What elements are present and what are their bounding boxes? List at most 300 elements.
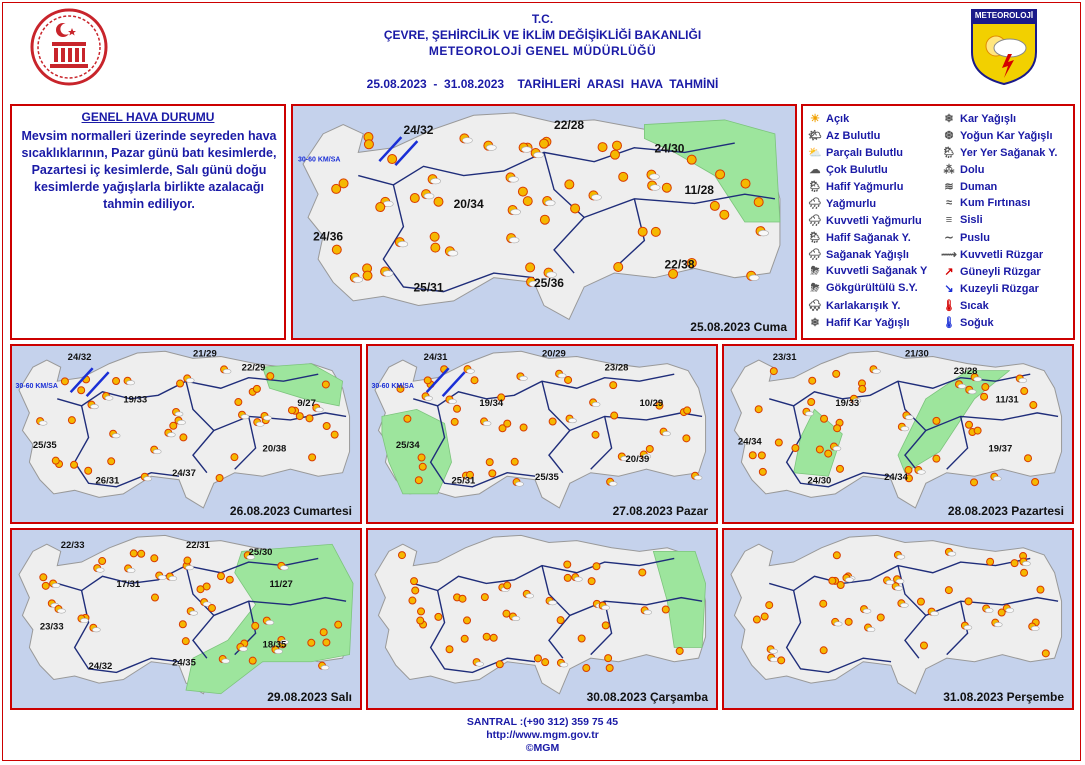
- sun-icon: [471, 377, 478, 384]
- cloudy-icon: ☁: [809, 164, 821, 176]
- sun-icon: [998, 609, 1005, 616]
- strong-wind-icon: ⟿: [941, 249, 957, 261]
- header-forecast-dates: 25.08.2023 - 31.08.2023 TARİHLERİ ARASI HAVA TAHMİNİ: [366, 77, 719, 91]
- temperature-label: 23/28: [604, 362, 629, 374]
- sun-icon: [971, 479, 978, 486]
- temperature-label: 11/31: [995, 394, 1019, 406]
- sun-icon: [388, 155, 397, 164]
- mist-icon: ∼: [944, 232, 954, 244]
- legend-item: [941, 282, 1039, 295]
- sun-icon: [593, 563, 600, 570]
- sun-cloud-icon: 🌤: [808, 130, 822, 142]
- footer-url[interactable]: [0, 729, 1085, 741]
- sun-icon: [638, 227, 647, 236]
- sun-icon: [684, 407, 691, 414]
- legend-label: Kum Fırtınası: [960, 197, 1031, 209]
- legend-label: Kuvvetli Yağmurlu: [826, 215, 922, 227]
- sun-icon: [792, 445, 799, 452]
- temperature-label: 24/34: [737, 436, 762, 448]
- sun-icon: [578, 635, 585, 642]
- map-date: 25.08.2023 Cuma: [690, 320, 787, 334]
- sun-icon: [974, 427, 981, 434]
- hail-icon: ⁂: [943, 164, 955, 176]
- legend-item: [941, 265, 1041, 278]
- south-wind-arrow-icon: ↗: [944, 266, 954, 278]
- temperature-label: 10/29: [639, 397, 664, 409]
- legend-label: Kuvvetli Sağanak Y: [826, 265, 928, 277]
- sun-icon: [418, 608, 425, 615]
- sun-icon: [646, 445, 653, 452]
- sun-icon: [1025, 455, 1032, 462]
- sun-icon: [446, 646, 453, 653]
- sun-icon: [151, 555, 158, 562]
- sun-icon: [288, 407, 295, 414]
- sun-icon: [710, 201, 719, 210]
- sun-icon: [430, 232, 439, 241]
- legend-item: [807, 231, 911, 244]
- forecast-map-day4[interactable]: [722, 344, 1074, 524]
- forecast-map-day7[interactable]: [722, 528, 1074, 710]
- sun-icon: [151, 594, 158, 601]
- temperature-label: 11/28: [684, 183, 714, 198]
- sandstorm-icon: ≈: [945, 197, 953, 209]
- sun-icon: [820, 647, 827, 654]
- sun-icon: [411, 578, 418, 585]
- temperature-label: 19/34: [479, 397, 504, 409]
- sun-icon: [331, 431, 338, 438]
- sun-icon: [226, 576, 233, 583]
- legend-item: [807, 299, 900, 312]
- legend-item: [941, 197, 1030, 209]
- sun-icon: [982, 384, 989, 391]
- legend-item: [807, 180, 903, 193]
- sun-icon: [614, 262, 623, 271]
- sun-icon: [526, 263, 535, 272]
- wind-speed-label: 30-60 KM/SA: [15, 383, 58, 391]
- light-snow-icon: ❄: [810, 317, 820, 329]
- sun-icon: [68, 417, 75, 424]
- temperature-label: 19/37: [988, 443, 1013, 455]
- legend-label: Açık: [826, 113, 850, 125]
- sun-icon: [741, 179, 750, 188]
- sun-icon: [138, 550, 145, 557]
- legend-item: [807, 282, 918, 295]
- sun-icon: [417, 617, 424, 624]
- sun-icon: [833, 552, 840, 559]
- sun-icon: [981, 393, 988, 400]
- legend-label: Parçalı Bulutlu: [826, 147, 904, 159]
- temperature-label: 11/27: [269, 578, 293, 590]
- sun-icon: [651, 227, 660, 236]
- sun-icon: [296, 413, 303, 420]
- sun-icon: [332, 184, 341, 193]
- legend-item: [941, 231, 990, 244]
- sun-icon: [565, 180, 574, 189]
- temperature-label: 24/31: [423, 352, 448, 364]
- sun-icon: [523, 197, 532, 206]
- forecast-map-day2[interactable]: [10, 344, 362, 524]
- sun-icon: [754, 198, 763, 207]
- sun-icon: [662, 183, 671, 192]
- sun-icon: [511, 458, 518, 465]
- sun-icon: [966, 421, 973, 428]
- sun-icon: [481, 594, 488, 601]
- sun-icon: [917, 598, 924, 605]
- temperature-label: 20/29: [542, 348, 566, 360]
- sun-icon: [410, 194, 419, 203]
- sun-icon: [602, 622, 609, 629]
- sun-icon: [662, 606, 669, 613]
- temperature-label: 17/31: [116, 578, 141, 590]
- legend-label: Kuvvetli Rüzgar: [960, 249, 1044, 261]
- sun-icon: ☀: [810, 113, 820, 125]
- sun-icon: [78, 387, 85, 394]
- sun-icon: [834, 425, 841, 432]
- thunder-icon: ⛈: [810, 282, 820, 294]
- sun-icon: [557, 617, 564, 624]
- sun-icon: [99, 558, 106, 565]
- sun-icon: [332, 245, 341, 254]
- temperature-label: 20/38: [262, 443, 287, 455]
- sun-icon: [987, 558, 994, 565]
- temperature-label: 23/31: [772, 352, 797, 364]
- general-weather-text: Mevsim normalleri üzerinde seyreden hava sıcaklıklarının, Pazar günü batı kesimlerde, Pazartesi iç kesimlerde, Salı günü doğu kesimlerde yağışlarla birlikte azalacağı tahmin ediliyor.: [21, 129, 277, 211]
- temperature-label: 25/35: [535, 471, 559, 483]
- sun-icon: [208, 605, 215, 612]
- sun-icon: [419, 463, 426, 470]
- sun-icon: [518, 187, 527, 196]
- sun-icon: [415, 477, 422, 484]
- sun-icon: [592, 431, 599, 438]
- sun-icon: [778, 657, 785, 664]
- sun-icon: [249, 657, 256, 664]
- wind-speed-label: 30-60 KM/SA: [371, 383, 414, 391]
- sun-icon: [504, 582, 511, 589]
- sun-icon: [598, 143, 607, 152]
- temperature-label: 18/35: [262, 639, 287, 651]
- sun-icon: [335, 621, 342, 628]
- partly-cloudy-icon: ⛅: [808, 147, 822, 159]
- legend-item: [941, 299, 989, 312]
- sun-icon: [52, 457, 59, 464]
- sun-icon: [197, 586, 204, 593]
- header-ministry: ÇEVRE, ŞEHİRCİLİK VE İKLİM DEĞİŞİKLİĞİ BAKANLIĞI: [383, 28, 702, 42]
- legend-label: Yağmurlu: [826, 198, 877, 210]
- sun-icon: [451, 418, 458, 425]
- legend-label: Sıcak: [960, 300, 989, 312]
- legend-item: [807, 129, 880, 142]
- sun-icon: [504, 420, 511, 427]
- legend-label: Güneyli Rüzgar: [960, 266, 1041, 278]
- sun-icon: [1021, 388, 1028, 395]
- sun-icon: [464, 617, 471, 624]
- sun-icon: [920, 642, 927, 649]
- sun-icon: [40, 574, 47, 581]
- temperature-label: 21/30: [904, 348, 929, 360]
- map-date: 30.08.2023 Çarşamba: [586, 690, 708, 704]
- sun-icon: [113, 378, 120, 385]
- sun-icon: [363, 271, 372, 280]
- website-link[interactable]: http://www.mgm.gov.tr: [486, 729, 599, 741]
- legend-label: Kar Yağışlı: [960, 113, 1017, 125]
- north-wind-arrow-icon: ↘: [944, 283, 954, 295]
- temperature-label: 20/34: [453, 197, 484, 212]
- local-shower-icon: 🌦: [942, 147, 956, 159]
- temperature-label: 22/28: [554, 118, 585, 133]
- sun-icon: [323, 639, 330, 646]
- header-line-tc: T.C.: [531, 12, 554, 26]
- forecast-map-day3[interactable]: [366, 344, 718, 524]
- sun-icon: [539, 139, 548, 148]
- sun-icon: [404, 415, 411, 422]
- sleet-icon: 🌨: [808, 300, 822, 312]
- sun-icon: [490, 634, 497, 641]
- sun-icon: [1030, 402, 1037, 409]
- sun-icon: [639, 569, 646, 576]
- legend-label: Sağanak Yağışlı: [826, 249, 909, 261]
- heavy-snow-icon: ❆: [944, 130, 954, 142]
- sun-icon: [61, 378, 68, 385]
- sun-icon: [308, 639, 315, 646]
- temperature-label: 25/30: [248, 546, 273, 558]
- turkey-map: [12, 346, 360, 522]
- sun-icon: [829, 577, 836, 584]
- sun-icon: [571, 204, 580, 213]
- legend-item: [941, 214, 983, 226]
- legend-item: [807, 163, 888, 176]
- sun-icon: [759, 468, 766, 475]
- temperature-label: 9/27: [297, 397, 316, 409]
- temperature-label: 24/36: [313, 229, 344, 244]
- temperature-label: 25/35: [32, 440, 57, 452]
- temperature-label: 24/35: [172, 657, 196, 669]
- temperature-label: 24/32: [88, 660, 113, 672]
- sun-icon: [309, 454, 316, 461]
- sun-icon: [177, 380, 184, 387]
- sun-icon: [306, 415, 313, 422]
- heavy-rain-icon: 🌧: [808, 215, 822, 227]
- sun-icon: [775, 439, 782, 446]
- sun-icon: [85, 467, 92, 474]
- sun-icon: [836, 465, 843, 472]
- sun-icon: [565, 376, 572, 383]
- sun-icon: [267, 373, 274, 380]
- sun-icon: [320, 629, 327, 636]
- sun-icon: [749, 452, 756, 459]
- temperature-label: 24/30: [654, 141, 685, 156]
- sun-icon: [549, 418, 556, 425]
- sun-icon: [758, 452, 765, 459]
- sun-icon: [434, 197, 443, 206]
- turkey-map: [368, 346, 716, 522]
- map-date: 29.08.2023 Salı: [267, 690, 352, 704]
- sun-icon: [716, 170, 725, 179]
- sun-icon: [520, 424, 527, 431]
- sun-icon: [182, 638, 189, 645]
- sun-icon: [605, 655, 612, 662]
- hot-thermometer-icon: 🌡: [942, 300, 956, 312]
- legend-item: [807, 316, 910, 329]
- sun-icon: [483, 633, 490, 640]
- legend-label: Gökgürültülü S.Y.: [826, 282, 918, 294]
- sun-icon: [1037, 586, 1044, 593]
- rain-icon: 🌧: [808, 198, 822, 210]
- turkey-map: [12, 530, 360, 708]
- sun-icon: [435, 613, 442, 620]
- sun-icon: [755, 406, 762, 413]
- turkey-map: [724, 530, 1072, 708]
- temperature-label: 23/28: [953, 366, 978, 378]
- header-directorate: METEOROLOJİ GENEL MÜDÜRLÜĞÜ: [428, 44, 657, 58]
- sun-icon: [216, 475, 223, 482]
- sun-icon: [610, 382, 617, 389]
- temperature-label: 24/30: [807, 475, 832, 487]
- legend-label: Hafif Yağmurlu: [826, 181, 904, 193]
- temperature-label: 20/39: [625, 454, 650, 466]
- legend-label: Sisli: [960, 214, 983, 226]
- sun-icon: [503, 610, 510, 617]
- sun-icon: [376, 203, 385, 212]
- sun-icon: [809, 377, 816, 384]
- sun-icon: [496, 661, 503, 668]
- temperature-label: 26/31: [95, 475, 120, 487]
- legend-item: [941, 112, 1016, 125]
- sun-icon: [540, 215, 549, 224]
- sun-icon: [761, 613, 768, 620]
- temperature-label: 24/37: [172, 468, 196, 480]
- sun-icon: [766, 602, 773, 609]
- sun-icon: [816, 446, 823, 453]
- sun-icon: [454, 405, 461, 412]
- sun-icon: [489, 470, 496, 477]
- legend-label: Yoğun Kar Yağışlı: [960, 130, 1053, 142]
- heavy-shower-icon: ⛈: [810, 265, 820, 277]
- temperature-label: 21/29: [192, 348, 217, 360]
- legend-label: Soğuk: [960, 317, 994, 329]
- sun-icon: [564, 574, 571, 581]
- legend-label: Hafif Kar Yağışlı: [826, 317, 910, 329]
- sun-icon: [877, 614, 884, 621]
- sun-icon: [461, 635, 468, 642]
- legend-item: [807, 112, 849, 125]
- sun-icon: [825, 450, 832, 457]
- temperature-label: 24/32: [403, 122, 434, 137]
- temperature-label: 25/36: [533, 275, 564, 290]
- sun-icon: [486, 459, 493, 466]
- sun-icon: [424, 377, 431, 384]
- sun-icon: [676, 647, 683, 654]
- forecast-map-day6[interactable]: [366, 528, 718, 710]
- sun-icon: [821, 415, 828, 422]
- legend-label: Karlakarışık Y.: [826, 300, 901, 312]
- legend-label: Çok Bulutlu: [826, 164, 888, 176]
- sun-icon: [965, 598, 972, 605]
- sun-icon: [1011, 560, 1018, 567]
- sun-icon: [231, 454, 238, 461]
- map-date: 31.08.2023 Perşembe: [943, 690, 1064, 704]
- temperature-label: 19/33: [835, 397, 860, 409]
- smoke-icon: ≋: [944, 181, 954, 193]
- sun-icon: [108, 458, 115, 465]
- legend-label: Dolu: [960, 164, 985, 176]
- temperature-label: 22/38: [664, 257, 695, 272]
- temperature-label: 25/34: [395, 440, 420, 452]
- sun-icon: [833, 370, 840, 377]
- sun-icon: [322, 381, 329, 388]
- sun-icon: [808, 399, 815, 406]
- fog-icon: ≡: [945, 214, 953, 226]
- sun-icon: [619, 172, 628, 181]
- sun-icon: [612, 141, 621, 150]
- sun-icon: [588, 578, 595, 585]
- sun-icon: [845, 618, 852, 625]
- legend-item: [941, 316, 994, 329]
- forecast-map-day1[interactable]: [291, 104, 797, 340]
- legend-item: [807, 214, 922, 227]
- sun-icon: [720, 210, 729, 219]
- sun-icon: [364, 140, 373, 149]
- sun-icon: [252, 622, 259, 629]
- temperature-label: 22/33: [60, 539, 85, 551]
- sun-icon: [323, 423, 330, 430]
- sun-icon: [1032, 479, 1039, 486]
- light-shower-icon: 🌦: [808, 232, 822, 244]
- general-weather-title: GENEL HAVA DURUMU: [81, 110, 215, 124]
- sun-icon: [71, 461, 78, 468]
- snow-icon: ❄: [944, 113, 954, 125]
- footer-phone: SANTRAL :(+90 312) 359 75 45: [466, 716, 619, 728]
- sun-icon: [542, 659, 549, 666]
- sun-icon: [459, 595, 466, 602]
- sun-icon: [770, 368, 777, 375]
- map-date: 28.08.2023 Pazartesi: [947, 504, 1064, 518]
- legend-item: [807, 265, 927, 278]
- sun-icon: [418, 454, 425, 461]
- legend-item: [941, 180, 997, 193]
- turkey-map: [293, 106, 795, 338]
- sun-icon: [753, 616, 760, 623]
- sun-icon: [412, 587, 419, 594]
- shower-icon: 🌧: [808, 249, 822, 261]
- sun-icon: [933, 455, 940, 462]
- sun-icon: [431, 243, 440, 252]
- sun-icon: [398, 552, 405, 559]
- legend-label: Hafif Sağanak Y.: [826, 232, 911, 244]
- sun-icon: [583, 665, 590, 672]
- sun-icon: [687, 155, 696, 164]
- temperature-label: 22/29: [241, 362, 266, 374]
- wind-speed-label: 30-60 KM/SA: [298, 156, 341, 164]
- temperature-label: 25/31: [413, 280, 444, 295]
- forecast-map-day5[interactable]: [10, 528, 362, 710]
- map-date: 27.08.2023 Pazar: [612, 504, 708, 518]
- temperature-label: 23/33: [39, 621, 64, 633]
- sun-icon: [606, 664, 613, 671]
- sun-icon: [42, 582, 49, 589]
- sun-icon: [1042, 650, 1049, 657]
- sun-icon: [611, 412, 618, 419]
- turkey-map: [724, 346, 1072, 522]
- legend-item: [807, 197, 876, 210]
- sun-icon: [1021, 569, 1028, 576]
- legend-item: [941, 146, 1057, 159]
- legend-item: [941, 248, 1043, 261]
- temperature-label: 19/33: [123, 394, 148, 406]
- sun-icon: [837, 581, 844, 588]
- sun-icon: [179, 621, 186, 628]
- cold-thermometer-icon: 🌡: [942, 317, 956, 329]
- general-weather-box: [10, 104, 286, 340]
